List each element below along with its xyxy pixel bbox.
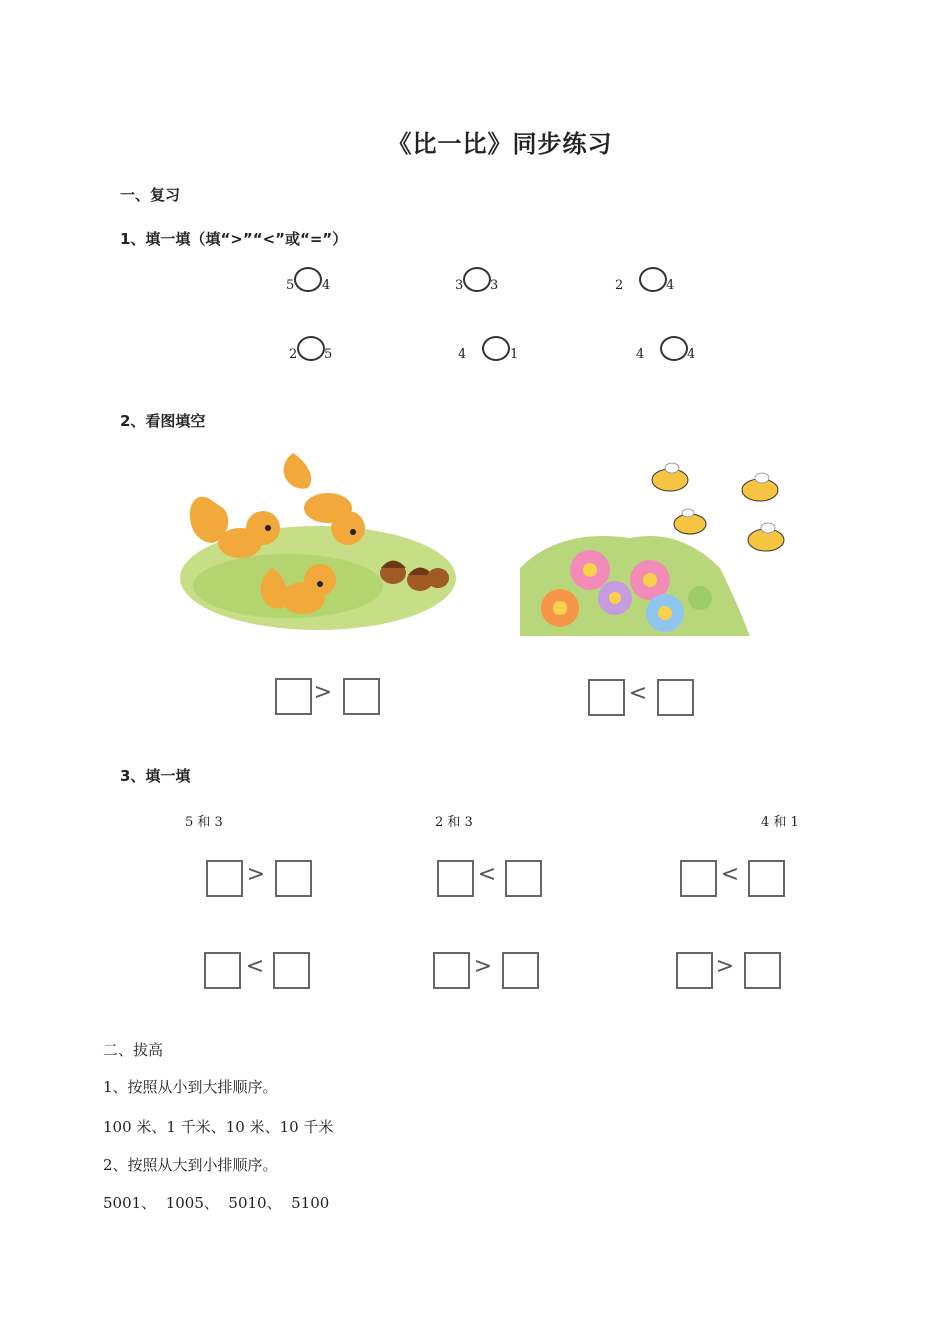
answer-box[interactable] xyxy=(275,860,312,897)
answer-box[interactable] xyxy=(433,952,470,989)
answer-box[interactable] xyxy=(744,952,781,989)
compare-answer-circle[interactable] xyxy=(463,267,491,292)
answer-box[interactable] xyxy=(343,678,380,715)
compare-right-number: 1 xyxy=(510,347,519,362)
compare-right-number: 5 xyxy=(324,347,333,362)
compare-left-number: 4 xyxy=(636,347,645,362)
comparison-symbol: < xyxy=(720,862,740,887)
compare-answer-circle[interactable] xyxy=(294,267,322,292)
compare-right-number: 3 xyxy=(490,278,499,293)
page-title: 《比一比》同步练习 xyxy=(387,130,613,158)
comparison-symbol: < xyxy=(245,954,265,979)
comparison-symbol: > xyxy=(313,680,333,705)
comparison-symbol: > xyxy=(246,862,266,887)
comparison-symbol: < xyxy=(477,862,497,887)
ordering-prompt-ascending: 1、按照从小到大排顺序。 xyxy=(103,1078,278,1096)
section-heading-advanced: 二、拔高 xyxy=(103,1041,164,1059)
answer-box[interactable] xyxy=(657,679,694,716)
question-3-heading: 3、填一填 xyxy=(120,767,191,785)
squirrels-and-acorns-illustration xyxy=(178,448,463,636)
question-1-heading: 1、填一填（填“>”“<”或“=”） xyxy=(120,230,348,248)
bees-and-flowers-illustration xyxy=(520,458,810,636)
answer-box[interactable] xyxy=(204,952,241,989)
compare-left-number: 2 xyxy=(289,347,298,362)
answer-box[interactable] xyxy=(273,952,310,989)
compare-right-number: 4 xyxy=(322,278,331,293)
answer-box[interactable] xyxy=(505,860,542,897)
comparison-symbol: > xyxy=(473,954,493,979)
comparison-symbol: < xyxy=(628,681,648,706)
number-pair-label: 4 和 1 xyxy=(761,815,799,830)
ordering-items-numbers: 5001、 1005、 5010、 5100 xyxy=(103,1194,330,1212)
answer-box[interactable] xyxy=(275,678,312,715)
answer-box[interactable] xyxy=(437,860,474,897)
answer-box[interactable] xyxy=(676,952,713,989)
answer-box[interactable] xyxy=(748,860,785,897)
number-pair-label: 2 和 3 xyxy=(435,815,473,830)
compare-left-number: 2 xyxy=(615,278,624,293)
compare-right-number: 4 xyxy=(666,278,675,293)
answer-box[interactable] xyxy=(502,952,539,989)
answer-box[interactable] xyxy=(588,679,625,716)
question-2-heading: 2、看图填空 xyxy=(120,412,206,430)
compare-answer-circle[interactable] xyxy=(482,336,510,361)
compare-right-number: 4 xyxy=(687,347,696,362)
answer-box[interactable] xyxy=(680,860,717,897)
compare-answer-circle[interactable] xyxy=(297,336,325,361)
compare-left-number: 4 xyxy=(458,347,467,362)
compare-left-number: 5 xyxy=(286,278,295,293)
answer-box[interactable] xyxy=(206,860,243,897)
ordering-prompt-descending: 2、按照从大到小排顺序。 xyxy=(103,1156,278,1174)
ordering-items-lengths: 100 米、1 千米、10 米、10 千米 xyxy=(103,1118,334,1136)
number-pair-label: 5 和 3 xyxy=(185,815,223,830)
compare-answer-circle[interactable] xyxy=(639,267,667,292)
compare-answer-circle[interactable] xyxy=(660,336,688,361)
comparison-symbol: > xyxy=(715,954,735,979)
compare-left-number: 3 xyxy=(455,278,464,293)
section-heading-review: 一、复习 xyxy=(120,186,181,204)
